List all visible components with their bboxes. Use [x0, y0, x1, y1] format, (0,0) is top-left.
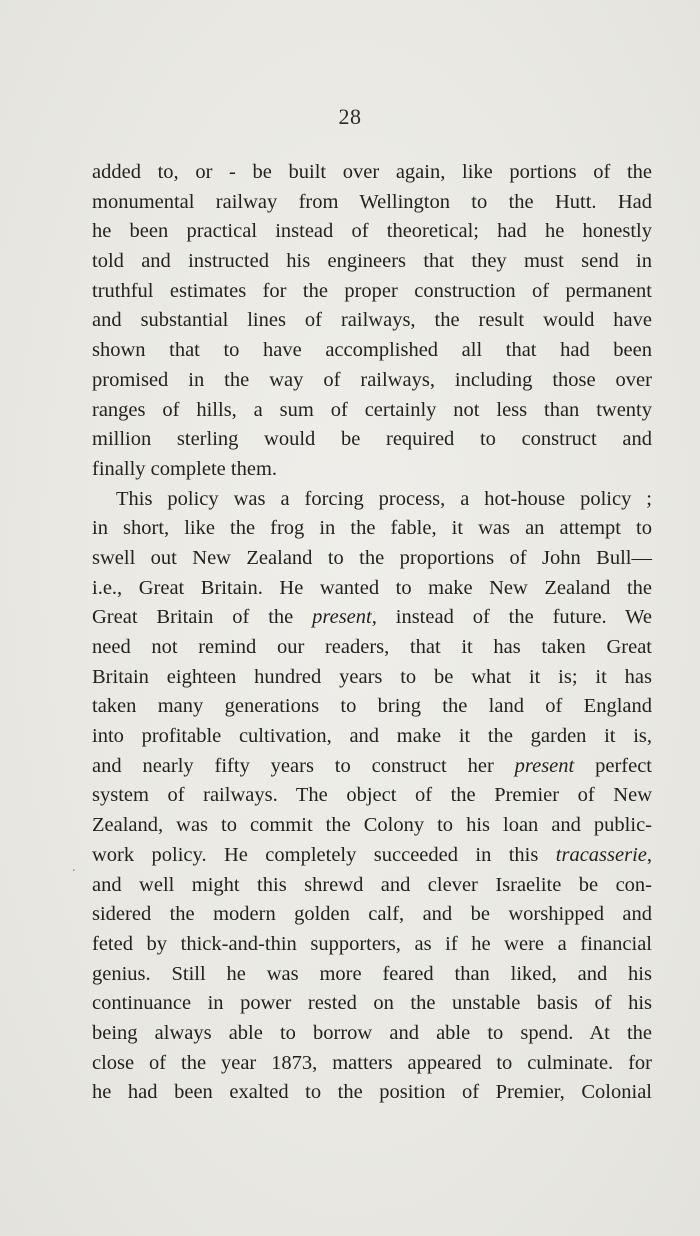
text-line: told and instructed his engineers that they must send in — [92, 250, 652, 273]
italic-word: tracasserie — [555, 843, 647, 866]
italic-word: present — [312, 606, 372, 629]
text-line: need not remind our readers, that it has taken Great — [92, 636, 652, 658]
text-line: sidered the modern golden calf, and be worshipped and — [92, 903, 652, 926]
text-line: system of railways. The object of the Premier of New — [92, 784, 652, 807]
text-line: Britain eighteen hundred years to be what it is; it has — [92, 665, 652, 688]
text-line: promised in the way of railways, including those over — [92, 368, 652, 391]
text-line: in short, like the frog in the fable, it was an attempt to — [92, 517, 652, 540]
text-line: swell out New Zealand to the proportions of John Bull— — [92, 546, 652, 569]
text-line: ranges of hills, a sum of certainly not less than twenty — [92, 398, 652, 421]
text-line: he been practical instead of theoretical; had he honestly — [92, 220, 652, 243]
text-line: work policy. He completely succeeded in this tracasserie, — [92, 843, 652, 866]
body-text — [92, 158, 652, 1108]
text-line: close of the year 1873, matters appeared to culminate. for — [92, 1051, 652, 1074]
text-line: million sterling would be required to construct and — [92, 428, 652, 451]
text-line: Zealand, was to commit the Colony to his loan and public- — [92, 814, 652, 837]
text-line: added to, or - be built over again, like portions of the — [92, 161, 652, 183]
text-line: i.e., Great Britain. He wanted to make New Zealand the — [92, 576, 652, 599]
margin-mark: . — [72, 860, 76, 875]
text-line: feted by thick-and-thin supporters, as if he were a financial — [92, 932, 652, 955]
text-line: and nearly fifty years to construct her present perfect — [92, 754, 652, 777]
text-line: continuance in power rested on the unstable basis of his — [92, 992, 652, 1015]
text-line: Great Britain of the present, instead of the future. We — [92, 606, 652, 629]
text-line: monumental railway from Wellington to the Hutt. Had — [92, 190, 652, 213]
text-line: being always able to borrow and able to spend. At the — [92, 1021, 652, 1044]
text-line: This policy was a forcing process, a hot-house policy ; — [116, 487, 652, 510]
text-line: genius. Still he was more feared than liked, and his — [92, 962, 652, 985]
text-line: into profitable cultivation, and make it the garden it is, — [92, 725, 652, 748]
text-line: and well might this shrewd and clever Israelite be con- — [92, 873, 652, 896]
text-line: and substantial lines of railways, the result would have — [92, 309, 652, 332]
text-line: taken many generations to bring the land of England — [92, 695, 652, 718]
italic-word: present — [514, 754, 575, 777]
text-line: truthful estimates for the proper construction of permanent — [92, 279, 652, 302]
text-line: finally complete them. — [92, 457, 278, 480]
text-line: he had been exalted to the position of Premier, Colonial — [92, 1081, 652, 1104]
text-line: shown that to have accomplished all that had been — [92, 339, 652, 362]
page-number: 28 — [338, 104, 362, 129]
